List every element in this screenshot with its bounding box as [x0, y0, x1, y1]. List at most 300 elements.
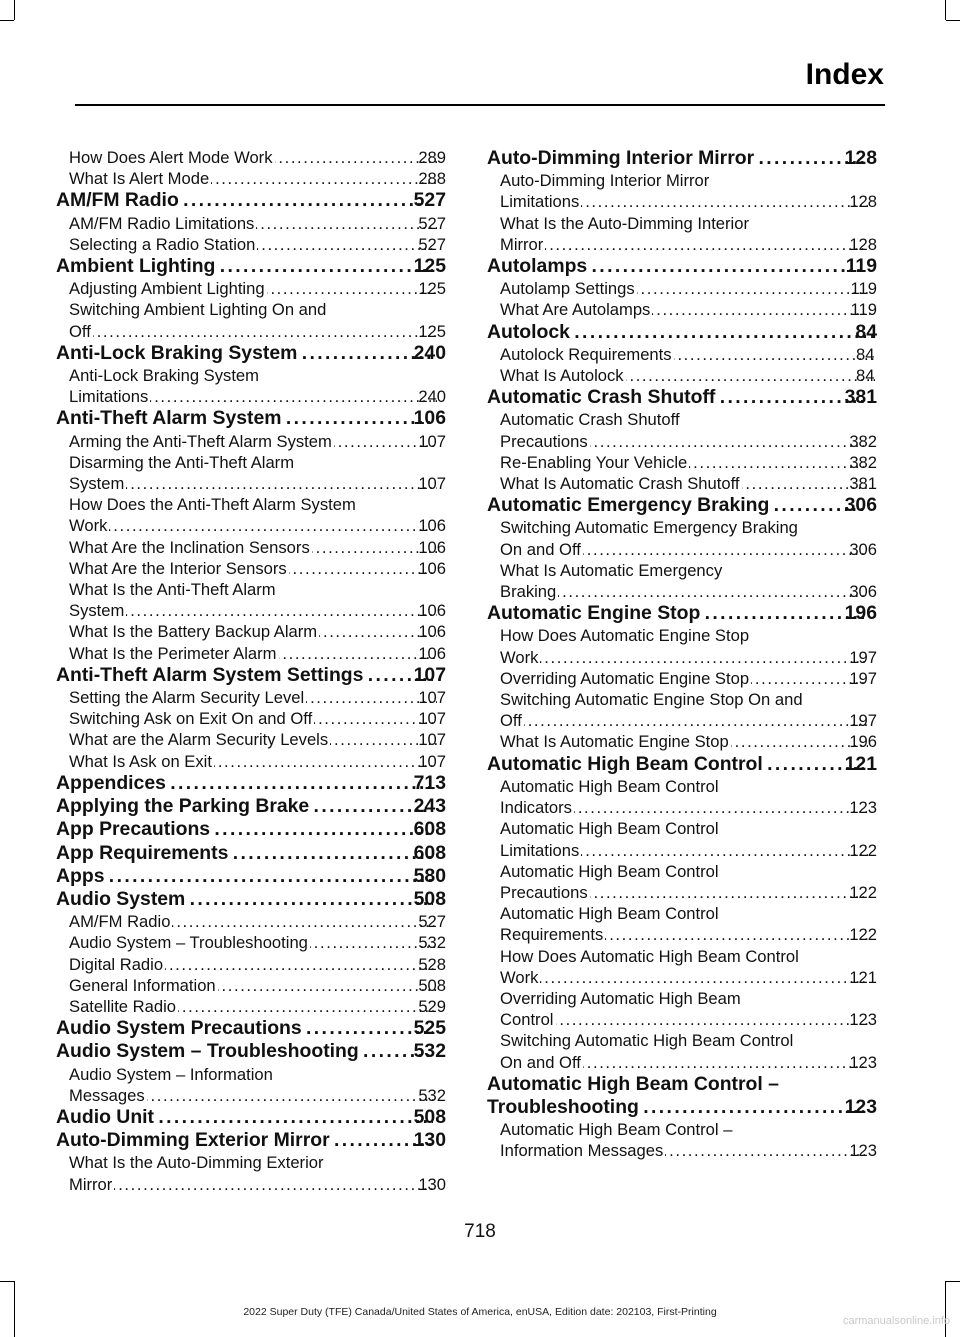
entry-line	[500, 539, 877, 560]
page-ref: 121	[844, 752, 877, 775]
index-subentry	[56, 751, 446, 772]
page-ref: 130	[418, 1174, 446, 1194]
dot-leader	[583, 539, 868, 560]
entry-text: Audio System – Troubleshooting	[56, 1040, 359, 1063]
entry-line	[69, 431, 446, 452]
page-ref: 382	[849, 452, 877, 472]
entry-text: Automatic Engine Stop	[487, 602, 701, 625]
index-subentry	[487, 818, 877, 860]
page-ref: 196	[844, 602, 877, 625]
page-ref: 196	[849, 732, 877, 752]
entry-line	[56, 841, 446, 865]
entry-text: How Does Alert Mode Work	[69, 148, 273, 167]
entry-line	[500, 473, 877, 494]
entry-text: AM/FM Radio	[69, 912, 171, 932]
entry-line	[500, 797, 877, 818]
index-subentry	[56, 975, 446, 996]
entry-line	[56, 864, 446, 888]
entry-line	[500, 882, 877, 903]
page-ref: 122	[849, 925, 877, 945]
index-heading	[56, 189, 446, 212]
index-heading	[56, 255, 446, 278]
index-subentry	[56, 168, 446, 189]
entry-line: What Is Autolock . . . 84	[521, 365, 877, 386]
entry-line	[500, 234, 877, 255]
entry-text: Anti-Theft Alarm System Settings	[56, 663, 364, 686]
dot-leader	[150, 386, 437, 407]
entry-line	[69, 975, 446, 996]
dot-leader	[589, 255, 865, 278]
index-subentry	[56, 954, 446, 975]
index-subentry	[56, 147, 446, 168]
entry-text: App Requirements	[56, 841, 229, 864]
entry-line	[69, 537, 446, 558]
entry-lead-text: Automatic High Beam Control	[500, 776, 719, 796]
entry-text: What Are Autolamps	[500, 300, 651, 320]
dot-leader	[147, 1085, 438, 1106]
entry-text: System	[69, 474, 125, 494]
page-ref: 128	[849, 234, 877, 254]
dot-leader	[172, 911, 437, 932]
index-subentry	[487, 1030, 877, 1072]
page-ref: 306	[849, 582, 877, 602]
dot-leader	[574, 797, 868, 818]
index-subentry	[56, 234, 446, 255]
entry-line	[56, 818, 446, 841]
dot-leader	[540, 647, 868, 668]
entry-lead-text: Automatic High Beam Control –	[487, 1072, 779, 1095]
index-subentry	[487, 668, 877, 689]
entry-line	[56, 255, 446, 278]
dot-leader	[556, 1009, 869, 1030]
index-heading	[487, 147, 877, 170]
page-ref: 106	[413, 407, 446, 430]
entry-lead-text: Automatic High Beam Control	[500, 819, 719, 839]
entry-line	[69, 386, 446, 407]
index-subentry	[56, 996, 446, 1017]
entry-lead-text: Disarming the Anti-Theft Alarm	[69, 452, 295, 472]
index-subentry	[56, 278, 446, 299]
page-ref: 123	[849, 1052, 877, 1072]
entry-text: Information Messages	[500, 1141, 664, 1161]
index-heading	[56, 342, 446, 365]
page-ref: 123	[849, 798, 877, 818]
entry-text: Automatic Emergency Braking	[487, 494, 770, 517]
index-heading	[56, 818, 446, 841]
entry-text: Autolock Requirements	[500, 344, 672, 364]
index-subentry	[56, 621, 446, 642]
entry-text: What Is Automatic Engine Stop	[500, 732, 729, 752]
page-ref: 381	[844, 386, 877, 409]
dot-leader	[545, 234, 868, 255]
index-subentry	[56, 729, 446, 750]
page-ref: 527	[413, 189, 446, 212]
page-ref: 608	[413, 818, 446, 841]
crop-mark-bottom-right-h	[946, 1281, 960, 1282]
index-subentry	[487, 344, 877, 365]
entry-lead-text: Anti-Lock Braking System	[69, 366, 259, 386]
entry-text: Limitations	[500, 840, 580, 860]
index-heading	[56, 1106, 446, 1129]
page-ref: 508	[418, 975, 446, 995]
entry-text: Digital Radio	[69, 954, 164, 974]
page-ref: 289	[418, 148, 446, 167]
entry-text: What Is the Perimeter Alarm	[69, 643, 277, 663]
dot-leader	[267, 278, 438, 299]
dot-leader	[590, 882, 869, 903]
dot-leader	[652, 299, 869, 320]
entry-lead-text: Automatic Crash Shutoff	[500, 410, 680, 430]
dot-leader	[524, 710, 868, 731]
page-ref: 106	[418, 516, 446, 536]
entry-text: General Information	[69, 975, 216, 995]
page-ref: 508	[413, 1105, 446, 1128]
index-subentry	[487, 689, 877, 731]
dot-leader	[702, 602, 863, 625]
crop-mark-top-left-v	[14, 0, 15, 20]
index-heading	[56, 842, 446, 865]
index-subentry	[56, 452, 446, 494]
index-subentry	[56, 643, 446, 664]
index-heading	[487, 602, 877, 625]
entry-lead-text: How Does Automatic High Beam Control	[500, 946, 799, 966]
index-heading	[56, 1129, 446, 1152]
index-heading	[56, 407, 446, 430]
page-ref: 525	[413, 1017, 446, 1040]
index-subentry	[487, 903, 877, 945]
index-heading	[487, 494, 877, 517]
entry-lead-text: Switching Automatic Emergency Braking	[500, 518, 798, 538]
entry-line	[56, 887, 446, 911]
entry-line	[500, 668, 877, 689]
entry-line	[69, 911, 446, 932]
entry-line	[69, 234, 446, 255]
dot-leader	[165, 954, 437, 975]
entry-lead-text: How Does the Anti-Theft Alarm System	[69, 495, 356, 515]
entry-line	[56, 1105, 446, 1129]
crop-mark-top-left-h	[0, 20, 14, 21]
page-ref: 119	[850, 300, 877, 320]
page-ref: 306	[844, 494, 877, 517]
page-ref: 107	[413, 663, 446, 686]
crop-mark-bottom-left-h	[0, 1281, 14, 1282]
entry-text: Setting the Alarm Security Level	[69, 688, 305, 708]
entry-line	[487, 752, 877, 776]
entry-line	[487, 602, 877, 625]
index-subentry	[487, 776, 877, 818]
index-subentry	[56, 299, 446, 341]
index-subentry	[487, 170, 877, 212]
page-ref: 197	[849, 668, 877, 688]
page-ref: 527	[418, 213, 446, 233]
page-ref: 107	[418, 474, 446, 494]
entry-text: What Is Alert Mode	[69, 169, 210, 189]
entry-line	[56, 663, 446, 687]
index-heading	[487, 753, 877, 776]
entry-text: What Is Ask on Exit	[69, 751, 212, 771]
entry-line	[500, 647, 877, 668]
index-subentry	[56, 687, 446, 708]
index-heading	[56, 772, 446, 795]
entry-text: Control	[500, 1010, 554, 1030]
entry-text: App Precautions	[56, 818, 211, 841]
entry-text: Anti-Lock Braking System	[56, 341, 298, 364]
entry-text: Off	[69, 321, 91, 341]
dot-leader	[114, 1174, 437, 1195]
page-ref: 532	[418, 933, 446, 953]
entry-text: Satellite Radio	[69, 996, 177, 1016]
entry-text: Mirror	[500, 234, 544, 254]
header-rule	[75, 104, 885, 106]
entry-text: What Is the Battery Backup Alarm	[69, 622, 318, 642]
entry-text: Messages	[69, 1085, 145, 1105]
entry-text: Troubleshooting	[487, 1095, 639, 1118]
entry-line	[69, 515, 446, 536]
dot-leader	[256, 213, 437, 234]
index-heading	[56, 1017, 446, 1040]
dot-leader	[218, 975, 438, 996]
dot-leader	[279, 643, 438, 664]
entry-line	[69, 932, 446, 953]
dot-leader	[590, 431, 869, 452]
entry-text: What Are the Inclination Sensors	[69, 537, 310, 557]
entry-lead-text: Audio System – Information	[69, 1064, 273, 1084]
page-ref: 713	[413, 771, 446, 794]
entry-lead-text: Automatic High Beam Control –	[500, 1120, 733, 1140]
entry-line	[69, 1085, 446, 1106]
dot-leader	[717, 386, 863, 409]
entry-line	[500, 924, 877, 945]
entry-line	[500, 191, 877, 212]
entry-text: Audio System	[56, 887, 186, 910]
index-subentry	[56, 932, 446, 953]
entry-text: Switching Ask on Exit On and Off	[69, 709, 313, 729]
entry-text: Indicators	[500, 798, 572, 818]
entry-text: Arming the Anti-Theft Alarm System	[69, 431, 332, 451]
entry-text: Autolamps	[487, 255, 588, 278]
crop-mark-top-right-v	[945, 0, 946, 20]
dot-leader	[106, 865, 432, 888]
page-ref: 106	[418, 601, 446, 621]
entry-text: Precautions	[500, 882, 588, 902]
entry-lead-text: Switching Ambient Lighting On and	[69, 300, 327, 320]
entry-text: Work	[500, 647, 539, 667]
page-ref: 130	[413, 1129, 446, 1152]
entry-line	[500, 278, 877, 299]
index-column-left	[56, 147, 446, 1195]
entry-lead-text: Automatic High Beam Control	[500, 861, 719, 881]
dot-leader	[284, 407, 433, 430]
entry-line	[56, 341, 446, 365]
index-subentry	[487, 409, 877, 451]
index-heading	[487, 255, 877, 278]
crop-mark-top-right-h	[946, 20, 960, 21]
entry-line	[487, 386, 877, 409]
page-ref: 381	[849, 474, 877, 494]
page-ref: 128	[849, 192, 877, 212]
entry-line	[487, 1095, 877, 1119]
entry-text: Auto-Dimming Interior Mirror	[487, 147, 755, 169]
index-subentry	[487, 861, 877, 903]
entry-line	[69, 321, 446, 342]
entry-text: AM/FM Radio Limitations	[69, 213, 255, 233]
entry-line	[56, 407, 446, 430]
page-number: 718	[464, 1221, 496, 1242]
entry-text: Precautions	[500, 431, 588, 451]
entry-text: Audio System – Troubleshooting	[69, 933, 308, 953]
entry-text: Overriding Automatic Engine Stop	[500, 668, 750, 688]
entry-line	[69, 708, 446, 729]
dot-leader	[178, 996, 437, 1017]
index-subentry	[56, 213, 446, 234]
index-subentry	[56, 537, 446, 558]
page-ref: 107	[418, 688, 446, 708]
entry-line	[56, 189, 446, 212]
index-subentry	[487, 560, 877, 602]
index-subentry	[56, 558, 446, 579]
page-ref: 197	[849, 711, 877, 731]
entry-lead-text: Switching Automatic Engine Stop On and	[500, 690, 803, 710]
dot-leader	[156, 1106, 433, 1129]
page-ref: 580	[413, 864, 446, 887]
entry-text: What Is Automatic Crash Shutoff	[500, 474, 740, 494]
entry-text: Autolamp Settings	[500, 279, 635, 299]
entry-text: AM/FM Radio	[56, 189, 179, 212]
page-ref: 106	[418, 537, 446, 557]
entry-line	[69, 147, 446, 168]
dot-leader	[109, 515, 437, 536]
entry-lead-text: Switching Automatic High Beam Control	[500, 1031, 794, 1051]
entry-lead-text: Automatic High Beam Control	[500, 904, 719, 924]
index-heading	[56, 795, 446, 818]
dot-leader	[93, 321, 437, 342]
page-ref: 527	[418, 912, 446, 932]
entry-lead-text: What Is the Anti-Theft Alarm	[69, 580, 276, 600]
index-subentry	[487, 365, 877, 386]
index-subentry	[487, 213, 877, 255]
entry-line	[500, 840, 877, 861]
entry-text: Requirements	[500, 925, 604, 945]
entry-line	[500, 299, 877, 320]
index-subentry	[56, 1152, 446, 1194]
entry-text: Automatic Crash Shutoff	[487, 386, 716, 409]
entry-line	[500, 1140, 877, 1161]
entry-lead-text: What Is Automatic Emergency	[500, 560, 723, 580]
entry-line	[69, 729, 446, 750]
entry-text: Ambient Lighting	[56, 255, 216, 278]
entry-text: Apps	[56, 864, 105, 887]
index-heading	[56, 1040, 446, 1063]
page-ref: 107	[418, 730, 446, 750]
entry-text: Re-Enabling Your Vehicle	[500, 452, 688, 472]
entry-text: Adjusting Ambient Lighting	[69, 279, 265, 299]
entry-line	[487, 147, 877, 170]
index-subentry	[487, 473, 877, 494]
entry-text: Auto-Dimming Exterior Mirror	[56, 1129, 330, 1152]
entry-line	[500, 1052, 877, 1073]
dot-leader	[583, 1052, 868, 1073]
index-subentry	[487, 988, 877, 1030]
page-ref: 527	[418, 234, 446, 254]
dot-leader	[275, 147, 438, 168]
entry-text: Braking	[500, 582, 557, 602]
dot-leader	[689, 452, 868, 473]
entry-text: What Is Autolock	[500, 366, 624, 386]
dot-leader	[626, 365, 875, 386]
index-subentry	[56, 1064, 446, 1106]
entry-line	[69, 996, 446, 1017]
dot-leader	[641, 1096, 864, 1119]
index-subentry	[487, 517, 877, 559]
entry-line	[69, 1174, 446, 1195]
entry-line	[69, 558, 446, 579]
dot-leader	[674, 344, 875, 365]
index-subentry	[56, 911, 446, 932]
entry-text: Audio System Precautions	[56, 1017, 302, 1040]
entry-lead-text: What Is the Auto-Dimming Exterior	[69, 1153, 324, 1173]
entry-line	[69, 213, 446, 234]
index-heading	[487, 386, 877, 409]
entry-line	[487, 255, 877, 278]
page-ref: 528	[418, 954, 446, 974]
index-subentry	[56, 579, 446, 621]
dot-leader	[289, 558, 438, 579]
entry-lead-text: Overriding Automatic High Beam	[500, 988, 741, 1008]
index-subentry	[487, 731, 877, 752]
entry-line	[487, 494, 877, 517]
entry-line	[69, 751, 446, 772]
entry-line	[500, 431, 877, 452]
entry-text: Selecting a Radio Station	[69, 234, 256, 254]
page-ref: 532	[418, 1085, 446, 1105]
entry-line	[69, 954, 446, 975]
page-ref: 288	[418, 169, 446, 189]
entry-text: Off	[500, 711, 522, 731]
entry-line	[69, 600, 446, 621]
page-ref: 123	[849, 1010, 877, 1030]
entry-line	[500, 967, 877, 988]
page-ref: 128	[844, 147, 877, 169]
entry-line	[56, 795, 446, 818]
index-subentry	[487, 625, 877, 667]
entry-text: Work	[500, 967, 539, 987]
index-heading	[56, 664, 446, 687]
dot-leader	[126, 600, 437, 621]
dot-leader	[187, 888, 432, 911]
page-ref: 197	[849, 647, 877, 667]
page-ref: 119	[850, 279, 877, 299]
page-ref: 125	[418, 321, 446, 341]
dot-leader	[581, 191, 868, 212]
entry-line	[487, 320, 877, 344]
entry-line	[500, 581, 877, 602]
entry-line	[56, 1129, 446, 1152]
index-heading	[56, 865, 446, 888]
dot-leader	[572, 321, 874, 344]
entry-text: Applying the Parking Brake	[56, 795, 310, 818]
index-subentry	[487, 1119, 877, 1161]
index-heading	[487, 321, 877, 344]
dot-leader	[168, 772, 433, 795]
watermark: carmanualsonline.info	[842, 1315, 950, 1327]
entry-line	[56, 1040, 446, 1063]
page-ref: 608	[413, 841, 446, 864]
page-ref: 240	[418, 387, 446, 407]
page-ref: 532	[413, 1040, 446, 1063]
entry-text: Anti-Theft Alarm System	[56, 407, 282, 430]
page-ref: 306	[849, 539, 877, 559]
entry-line	[500, 1009, 877, 1030]
